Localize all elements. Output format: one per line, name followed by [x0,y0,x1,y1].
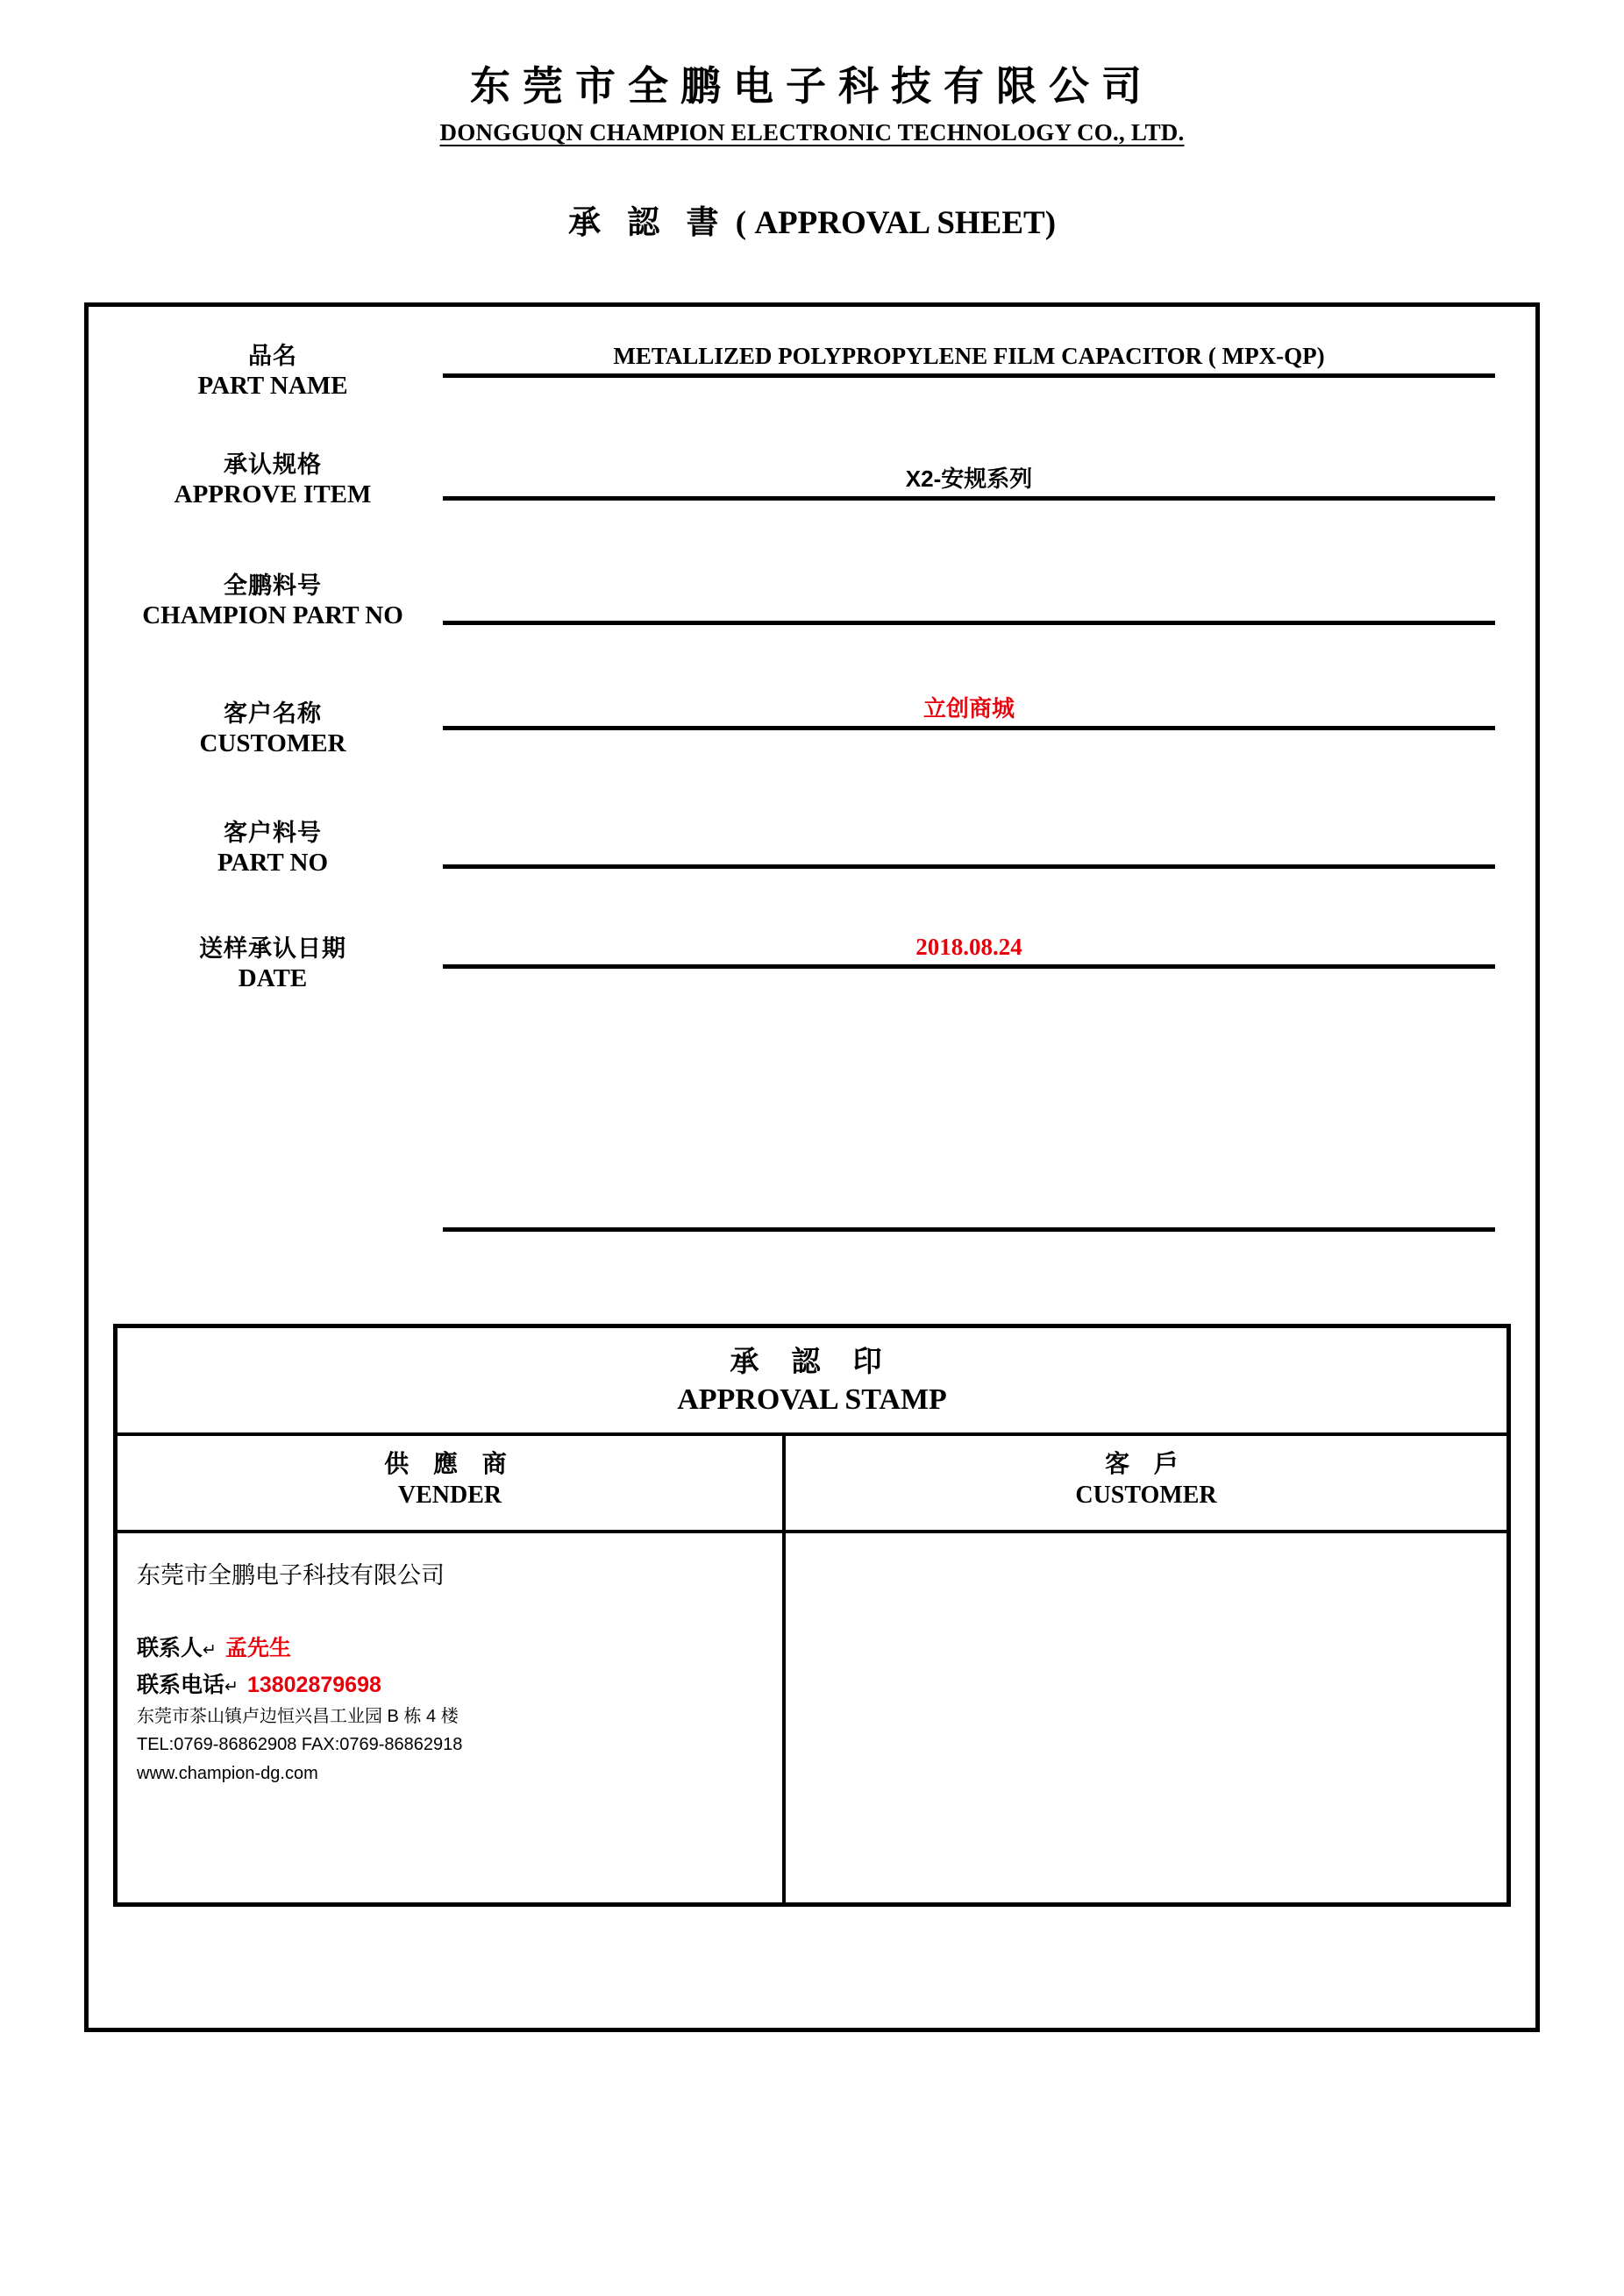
field-label-cn: 全鹏料号 [224,572,322,599]
field-label-champion-part-no [106,572,439,631]
field-value-text: 2018.08.24 [915,934,1022,960]
field-value-text: METALLIZED POLYPROPYLENE FILM CAPACITOR ( MPX-QP) [613,343,1325,369]
approval-stamp-header-row [118,1436,1506,1533]
field-label-en: APPROVE ITEM [174,480,372,508]
field-value-text: X2-安规系列 [905,466,1033,492]
customer-header-cn: 客 戶 [1105,1450,1187,1477]
field-row-part-no [89,803,1535,919]
field-row-date [89,922,1535,1038]
field-label-customer [106,700,439,759]
field-row-blank [89,1166,1535,1282]
field-label-en: CUSTOMER [199,729,346,757]
field-underline [443,621,1495,625]
vender-header-cell [118,1436,786,1530]
field-value-text: 立创商城 [922,695,1015,721]
document-title [0,195,1624,243]
vendor-website: www.champion-dg.com [137,1763,318,1783]
vender-header-en: VENDER [397,1482,502,1509]
vendor-phone-label: 联系电话 [137,1673,225,1697]
field-label-approve-item [106,451,439,510]
vender-header-cn: 供 應 商 [384,1450,516,1477]
field-label-en: DATE [238,963,308,992]
field-underline [443,964,1495,969]
field-label-cn: 客户名称 [224,700,322,727]
vendor-phone-value: 13802879698 [246,1673,381,1697]
vendor-telfax: TEL:0769-86862908 FAX:0769-86862918 [137,1735,463,1755]
customer-header-cell [786,1436,1506,1530]
approval-stamp-title-cn: 承 認 印 [730,1345,894,1377]
field-underline [443,1227,1495,1232]
vendor-address: 东莞市茶山镇卢边恒兴昌工业园 B 栋 4 楼 [137,1707,459,1726]
field-label-date [106,935,439,994]
field-row-approve-item [89,435,1535,551]
field-value-part-no [443,829,1495,869]
vendor-contact-label: 联系人 [137,1636,203,1660]
field-row-champion-part-no [89,559,1535,675]
field-value-text [443,586,1495,621]
vendor-contact-line [137,1631,782,1662]
field-value-part-name [443,338,1495,378]
field-label-en: PART NO [217,848,328,877]
field-label-cn: 承认规格 [224,451,322,478]
vendor-contact-separator: ↵ [203,1641,217,1660]
vendor-contact-value: 孟先生 [224,1636,291,1660]
company-name-en: DONGGUQN CHAMPION ELECTRONIC TECHNOLOGY CO., LTD. [439,119,1185,146]
field-value-blank [443,1192,1495,1232]
field-value-customer [443,691,1495,730]
document-title-en: ( APPROVAL SHEET) [735,205,1057,241]
approval-stamp-table [113,1324,1511,1907]
field-value-approve-item [443,461,1495,501]
field-underline [443,864,1495,869]
customer-stamp-area [786,1533,1506,1906]
approval-stamp-body-row [118,1533,1506,1906]
vendor-phone-line [137,1667,782,1699]
main-content-box [84,302,1540,2032]
field-label-cn: 品名 [248,343,297,369]
field-label-part-name [106,342,439,402]
field-underline [443,726,1495,730]
vendor-company-name: 东莞市全鹏电子科技有限公司 [137,1562,445,1589]
field-value-champion-part-no [443,586,1495,625]
approval-stamp-title [118,1328,1506,1436]
vender-body-cell [118,1533,786,1906]
field-underline [443,496,1495,501]
company-name-cn: 东莞市全鹏电子科技有限公司 [470,63,1154,109]
approval-stamp-title-en: APPROVAL STAMP [677,1383,947,1416]
field-label-en: CHAMPION PART NO [142,601,403,629]
field-label-cn: 送样承认日期 [199,935,346,962]
field-value-date [443,929,1495,969]
field-value-text [443,1192,1495,1227]
field-row-part-name [89,326,1535,442]
field-value-text [443,829,1495,864]
field-row-customer [89,684,1535,800]
customer-header-en: CUSTOMER [1075,1482,1217,1509]
field-label-en: PART NAME [197,371,348,400]
field-underline [443,373,1495,378]
vendor-phone-separator: ↵ [224,1678,239,1696]
document-title-cn: 承 認 書 [567,204,728,240]
field-label-cn: 客户料号 [224,820,322,846]
field-label-part-no [106,819,439,878]
